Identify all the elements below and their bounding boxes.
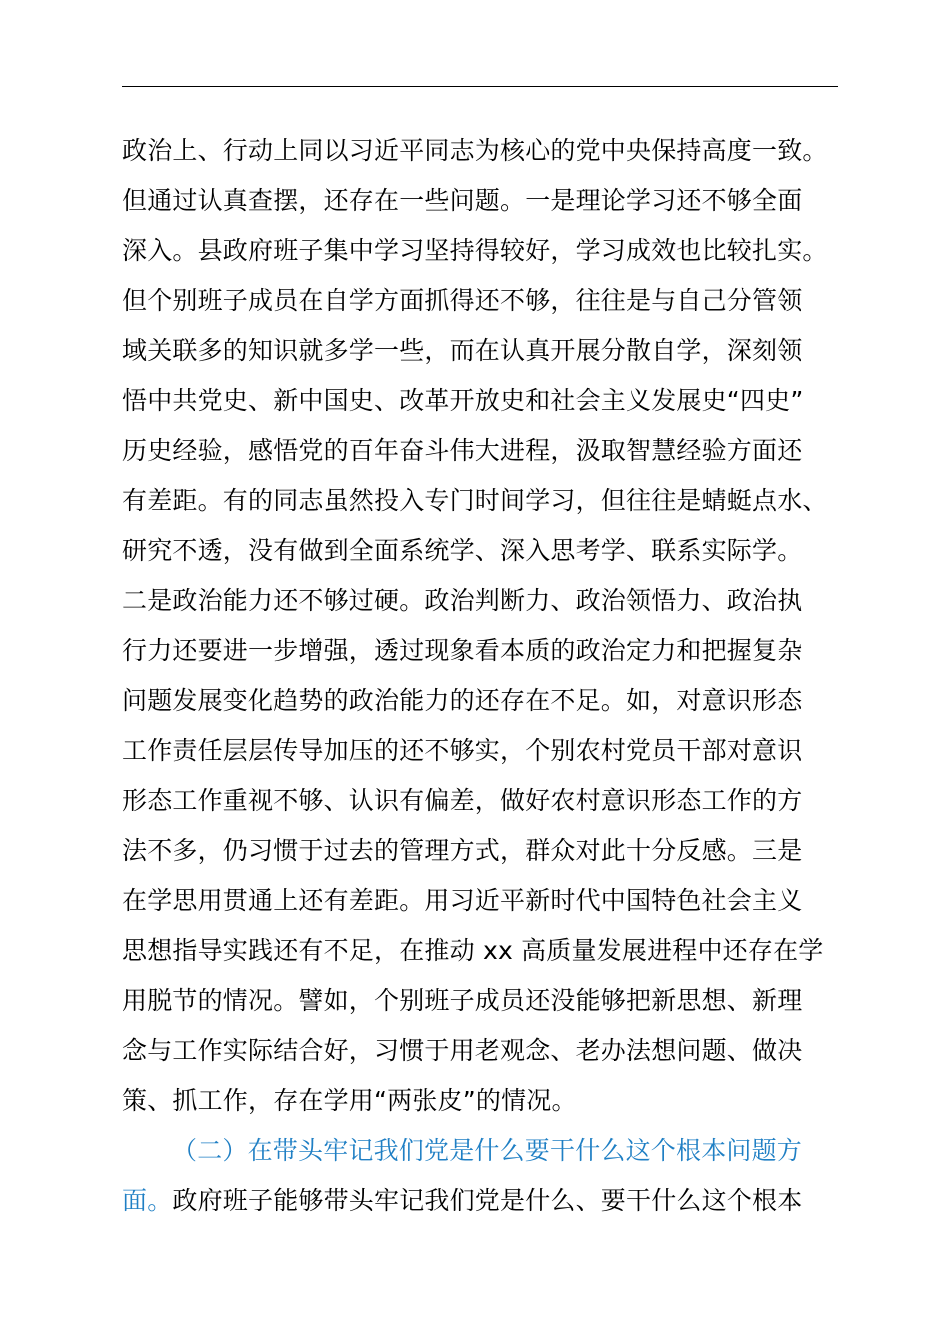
header-rule [122,86,838,87]
paragraph-line-4: 但个别班子成员在自学方面抓得还不够，往往是与自己分管领 [122,286,803,315]
paragraph-line-19: 念与工作实际结合好，习惯于用老观念、老办法想问题、做决 [122,1036,803,1065]
paragraph-line-20: 策、抓工作，存在学用“两张皮”的情况。 [122,1086,577,1115]
section-heading-line-1: （二）在带头牢记我们党是什么要干什么这个根本问题方 [172,1136,803,1165]
paragraph-line-16: 在学思用贯通上还有差距。用习近平新时代中国特色社会主义 [122,886,803,915]
paragraph-line-6: 悟中共党史、新中国史、改革开放史和社会主义发展史“四史” [122,386,804,415]
paragraph-line-9: 研究不透，没有做到全面系统学、深入思考学、联系实际学。 [122,536,803,565]
paragraph-line-13: 工作责任层层传导加压的还不够实，个别农村党员干部对意识 [122,736,803,765]
section-heading-rest: 政府班子能够带头牢记我们党是什么、要干什么这个根本 [172,1186,803,1215]
body-text [122,126,842,1226]
paragraph-line-11: 行力还要进一步增强，透过现象看本质的政治定力和把握复杂 [122,636,803,665]
paragraph-line-10: 二是政治能力还不够过硬。政治判断力、政治领悟力、政治执 [122,586,803,615]
paragraph-line-3: 深入。县政府班子集中学习坚持得较好，学习成效也比较扎实。 [122,236,828,265]
paragraph-line-18: 用脱节的情况。譬如，个别班子成员还没能够把新思想、新理 [122,986,803,1015]
paragraph-line-8: 有差距。有的同志虽然投入专门时间学习，但往往是蜻蜓点水、 [122,486,828,515]
paragraph-line-7: 历史经验，感悟党的百年奋斗伟大进程，汲取智慧经验方面还 [122,436,803,465]
paragraph-line-15: 法不多，仍习惯于过去的管理方式，群众对此十分反感。三是 [122,836,803,865]
section-heading-line-2 [122,1176,842,1226]
paragraph-line-5: 域关联多的知识就多学一些，而在认真开展分散自学，深刻领 [122,336,803,365]
paragraph-line-12: 问题发展变化趋势的政治能力的还存在不足。如，对意识形态 [122,686,803,715]
paragraph-line-14: 形态工作重视不够、认识有偏差，做好农村意识形态工作的方 [122,786,803,815]
paragraph-line-1: 政治上、行动上同以习近平同志为核心的党中央保持高度一致。 [122,136,828,165]
paragraph-line-2: 但通过认真查摆，还存在一些问题。一是理论学习还不够全面 [122,186,803,215]
paragraph-line-17: 思想指导实践还有不足，在推动 xx 高质量发展进程中还存在学 [122,936,824,965]
section-heading-accent: 面。 [122,1186,173,1215]
